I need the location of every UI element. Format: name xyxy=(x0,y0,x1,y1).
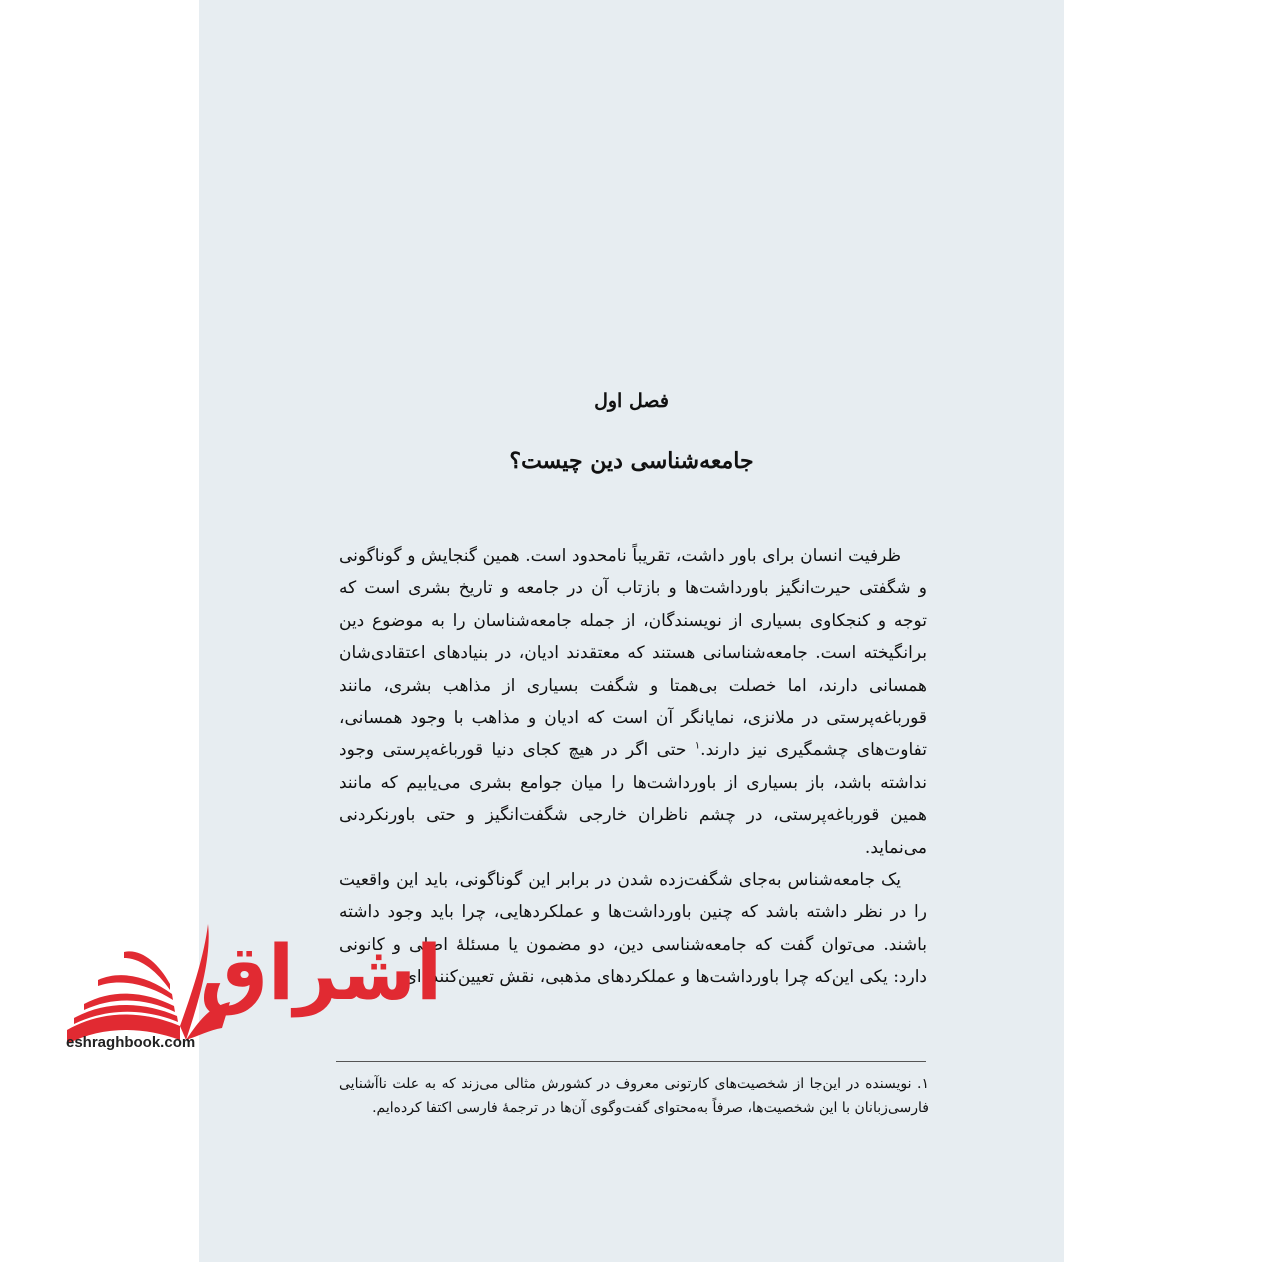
chapter-title: جامعه‌شناسی دین چیست؟ xyxy=(509,448,754,474)
footnote xyxy=(339,1072,929,1120)
paragraph-1-part-b: حتی اگر در هیچ کجای دنیا قورباغه‌پرستی وجود نداشته باشد، باز بسیاری از باورداشت‌ها را میان جوامع بشری می‌یابیم که مانند همین قورباغه‌پرستی، در چشم ناظران خارجی شگفت‌انگیز و حتی باورنکردنی می‌نماید. xyxy=(339,740,927,858)
paragraph-1 xyxy=(339,540,927,864)
paragraph-2: یک جامعه‌شناس به‌جای شگفت‌زده شدن در برابر این گوناگونی، باید این واقعیت را در نظر داشته باشد که چنین باورداشت‌ها و عملکردهایی، چرا باید وجود داشته باشند. می‌توان گفت که جامعه‌شناسی دین، دو مضمون یا مسئلهٔ اصلی و کانونی دارد: یکی این‌که چرا باورداشت‌ها و عملکردهای مذهبی، نقش تعیین‌کننده‌ای xyxy=(339,870,927,988)
body-text xyxy=(339,540,927,994)
footnote-text: ۱. نویسنده در این‌جا از شخصیت‌های کارتونی معروف در کشورش مثالی می‌زند که به علت ناآشنایی فارسی‌زبانان با این شخصیت‌ها، صرفاً به‌محتوای گفت‌وگوی آن‌ها در ترجمهٔ فارسی اکتفا کرده‌ایم. xyxy=(339,1076,929,1116)
footnote-divider xyxy=(336,1061,926,1062)
footnote-reference: ۱ xyxy=(694,740,701,752)
paragraph-1-part-a: ظرفیت انسان برای باور داشت، تقریباً نامحدود است. همین گنجایش و گوناگونی و شگفتی حیرت‌انگیز باورداشت‌ها و بازتاب آن در جامعه و تاریخ بشری است که توجه و کنجکاوی بسیاری از نویسندگان، از جمله جامعه‌شناسان را به موضوع دین برانگیخته است. جامعه‌شناسانی هستند که معتقدند ادیان، در بنیادهای اعتقادی‌شان همسانی دارند، اما خصلت بی‌همتا و شگفت بسیاری از مذاهب بشری، مانند قورباغه‌پرستی در ملانزی، نمایانگر آن است که ادیان و مذاهب با وجود همسانی، تفاوت‌های چشمگیری نیز دارند. xyxy=(339,546,927,761)
logo-url: eshraghbook.com xyxy=(66,1034,196,1051)
logo-text: اشراق xyxy=(200,928,443,1017)
chapter-label: فصل اول xyxy=(594,390,669,412)
book-page xyxy=(199,0,1064,1262)
